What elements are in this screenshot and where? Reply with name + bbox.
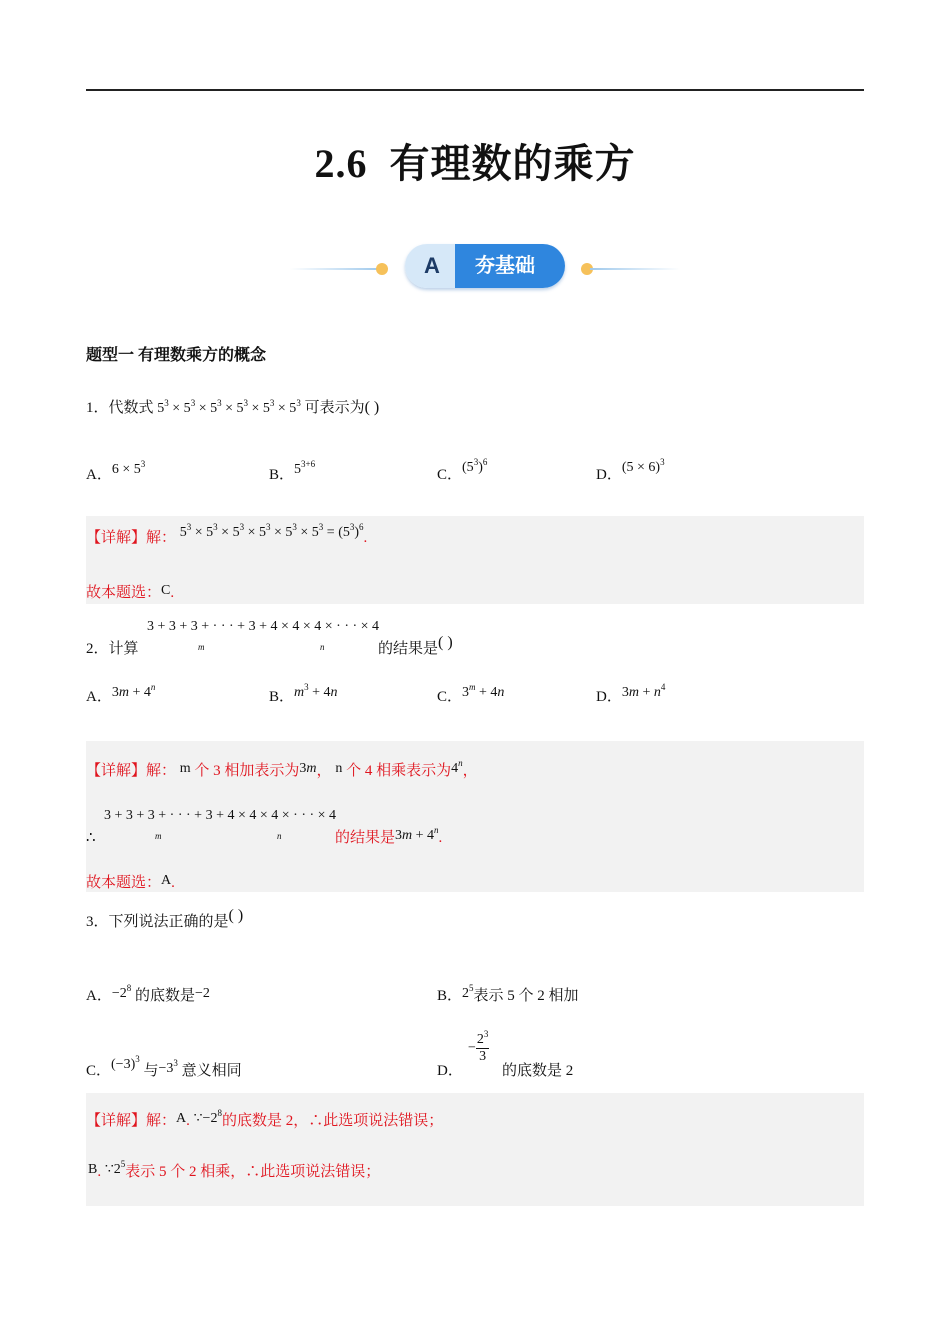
- q3-answer-box: [86, 1093, 864, 1206]
- q2-option-a-expr: $3m + 4^n$: [111, 682, 156, 700]
- q2-answer-box: [86, 741, 864, 892]
- q2-answer-expression: 3 + 3 + 3 + · · · + 3 + 4 × 4 × 4 × · · · × 4: [104, 808, 337, 823]
- q3-stem: [86, 907, 244, 932]
- q1-option-d-expr: $(5 \times 6)^3$: [621, 457, 665, 475]
- q3-option-d-label[interactable]: D．: [437, 1063, 463, 1079]
- q1-expression: $5^3 \times 5^3 \times 5^3 \times 5^3 \times 5^3 \times 5^3$: [157, 398, 301, 416]
- q2-answer-n-brace: n: [277, 831, 282, 841]
- q2-answer-4n: 4$^n$: [451, 758, 463, 776]
- q2-option-a-label: A．: [86, 689, 112, 705]
- q1-prefix: 代数式: [108, 400, 154, 416]
- banner-label: 夯基础: [455, 244, 565, 288]
- q2-choose-end: .: [171, 875, 175, 891]
- q2-answer-result: [335, 825, 443, 849]
- q3-option-c-mid: 与: [143, 1063, 159, 1079]
- q1-suffix: 可表示为: [304, 400, 365, 416]
- q2-answer-comma1: ，: [316, 763, 332, 779]
- q1-answer-line: [86, 522, 368, 549]
- q2-option-c-label: C．: [437, 689, 463, 705]
- q3-answer-a-expr: $\because-2^8$: [193, 1108, 222, 1126]
- q1-answer-tag: 【详解】解：: [86, 530, 177, 546]
- banner-dot-left: [376, 263, 388, 275]
- q2-option-d-label: D．: [596, 689, 622, 705]
- q3-option-b-text: 表示 5 个 2 相加: [473, 988, 579, 1004]
- q3-text: 下列说法正确的是: [108, 914, 229, 930]
- q3-answer-line-b: [88, 1159, 381, 1183]
- q3-number: 3．: [86, 914, 109, 930]
- q2-answer-suffix: 的结果是: [335, 830, 396, 846]
- banner-pill: [405, 244, 565, 288]
- q2-prefix: 计算: [108, 641, 139, 657]
- q3-answer-b-sep: .: [97, 1164, 102, 1180]
- q2-number: 2．: [86, 641, 109, 657]
- q2-choose-line: [86, 873, 175, 894]
- q2-option-d[interactable]: [596, 682, 666, 708]
- q2-expression: 3 + 3 + 3 + · · · + 3 + 4 × 4 × 4 × · · · × 4: [147, 619, 380, 634]
- q3-option-a-mid: 的底数是: [135, 988, 196, 1004]
- q1-choose-end: .: [170, 585, 175, 601]
- q2-paren: ( ): [438, 634, 453, 651]
- q1-option-d[interactable]: [596, 457, 665, 486]
- q2-n-brace: n: [320, 642, 325, 652]
- q1-choose-line: [86, 583, 174, 604]
- q2-option-b[interactable]: [269, 682, 338, 708]
- q3-option-a[interactable]: [86, 983, 210, 1007]
- q3-answer-tag: 【详解】解：: [86, 1113, 177, 1129]
- q2-stem-end: [378, 634, 453, 659]
- q1-option-c-label: C．: [437, 467, 463, 483]
- q3-option-a-val: −2: [195, 986, 210, 1001]
- q3-answer-line-a: [86, 1108, 444, 1132]
- q3-answer-b-letter: B: [88, 1162, 98, 1177]
- q3-option-a-label: A．: [86, 988, 112, 1004]
- q2-suffix: 的结果是: [378, 641, 439, 657]
- q2-m-brace: m: [198, 642, 205, 652]
- q3-option-d-text: 的底数是 2: [502, 1063, 574, 1079]
- q2-answer-n: n: [335, 761, 343, 776]
- q3-option-c[interactable]: [86, 1054, 242, 1082]
- q2-stem-start: [86, 639, 139, 659]
- q2-answer-line: [86, 758, 478, 782]
- q2-option-c-expr: $3^m + 4n$: [462, 682, 505, 700]
- q3-option-c-expr1: $(-3)^3$: [111, 1054, 140, 1072]
- q2-choose-letter: A: [161, 873, 172, 888]
- q3-answer-a-letter: A: [176, 1111, 187, 1126]
- q3-option-c-expr2: $-3^3$: [158, 1058, 178, 1076]
- q2-answer-text2: 个 4 相乘表示为: [346, 763, 452, 779]
- q3-answer-a-text: 的底数是 2，∴此选项说法错误；: [221, 1113, 444, 1129]
- title-text: 有理数的乘方: [389, 141, 636, 186]
- q1-answer-expr: $5^3 \times 5^3 \times 5^3 \times 5^3 \times 5^3 \times 5^3 = (5^3)^6$: [179, 522, 364, 540]
- q1-option-a-label: A．: [86, 467, 112, 483]
- q1-choose-prefix: 故本题选：: [86, 585, 162, 601]
- q1-option-b[interactable]: [269, 459, 316, 486]
- q1-option-b-label: B．: [269, 467, 295, 483]
- q3-answer-a-sep: .: [186, 1113, 190, 1129]
- q2-answer-end: .: [438, 830, 443, 846]
- q2-answer-text1: 个 3 相加表示为: [194, 763, 300, 779]
- page-title: [0, 132, 950, 189]
- q3-option-b[interactable]: [437, 983, 579, 1007]
- q1-choose-letter: C: [161, 583, 171, 598]
- q3-answer-b-expr: $\because 2^5$: [104, 1159, 126, 1177]
- q1-option-a[interactable]: [86, 459, 146, 486]
- banner-letter: A: [405, 244, 455, 288]
- banner-line-left: [290, 268, 380, 270]
- q3-option-a-expr: $-2^8$: [111, 983, 132, 1001]
- q3-option-d-numerator: $2^3$: [476, 1029, 489, 1047]
- q3-option-d-denominator: 3: [479, 1049, 487, 1064]
- header-rule: [86, 89, 864, 91]
- q2-answer-comma2: ，: [462, 763, 478, 779]
- q3-option-b-expr: $2^5$: [462, 983, 474, 1001]
- q3-option-b-label: B．: [437, 988, 463, 1004]
- q2-option-a[interactable]: [86, 682, 156, 708]
- q2-option-b-label: B．: [269, 689, 295, 705]
- q1-answer-end: .: [363, 530, 368, 546]
- q3-option-c-label: C．: [86, 1063, 112, 1079]
- q3-answer-b-text: 表示 5 个 2 相乘，∴此选项说法错误；: [125, 1164, 381, 1180]
- q1-stem: [86, 398, 379, 419]
- q1-option-a-expr: $6 \times 5^3$: [111, 459, 146, 477]
- q2-option-b-expr: $m^3 + 4n$: [294, 682, 338, 700]
- q1-number: 1．: [86, 400, 109, 416]
- section-heading: 题型一 有理数乘方的概念: [86, 347, 267, 364]
- q2-answer-m-brace: m: [155, 831, 162, 841]
- q2-answer-tag: 【详解】解：: [86, 763, 177, 779]
- q3-option-c-text: 意义相同: [181, 1063, 242, 1079]
- q1-option-c[interactable]: [437, 457, 488, 486]
- q2-option-c[interactable]: [437, 682, 505, 708]
- section-banner: [290, 244, 680, 290]
- q2-therefore: ∴: [86, 830, 96, 846]
- q2-option-d-expr: $3m + n^4$: [621, 682, 666, 700]
- q3-paren: ( ): [228, 907, 244, 924]
- q2-answer-m: m: [179, 761, 191, 776]
- q2-answer-value: $3m + 4^n$: [395, 825, 439, 843]
- q3-option-d-expr: − $\frac{2^3}{3}$: [468, 1029, 489, 1064]
- q1-option-c-expr: $(5^3)^6$: [462, 457, 488, 475]
- q1-answer-box: [86, 516, 864, 604]
- banner-line-right: [590, 268, 680, 270]
- q1-option-d-label: D．: [596, 467, 622, 483]
- q1-paren: ( ): [364, 399, 380, 416]
- q2-answer-3m: 3m: [299, 761, 317, 776]
- q1-option-b-expr: $5^{3+6}$: [294, 459, 316, 477]
- q2-choose-prefix: 故本题选：: [86, 875, 162, 891]
- title-number: 2.6: [314, 141, 368, 186]
